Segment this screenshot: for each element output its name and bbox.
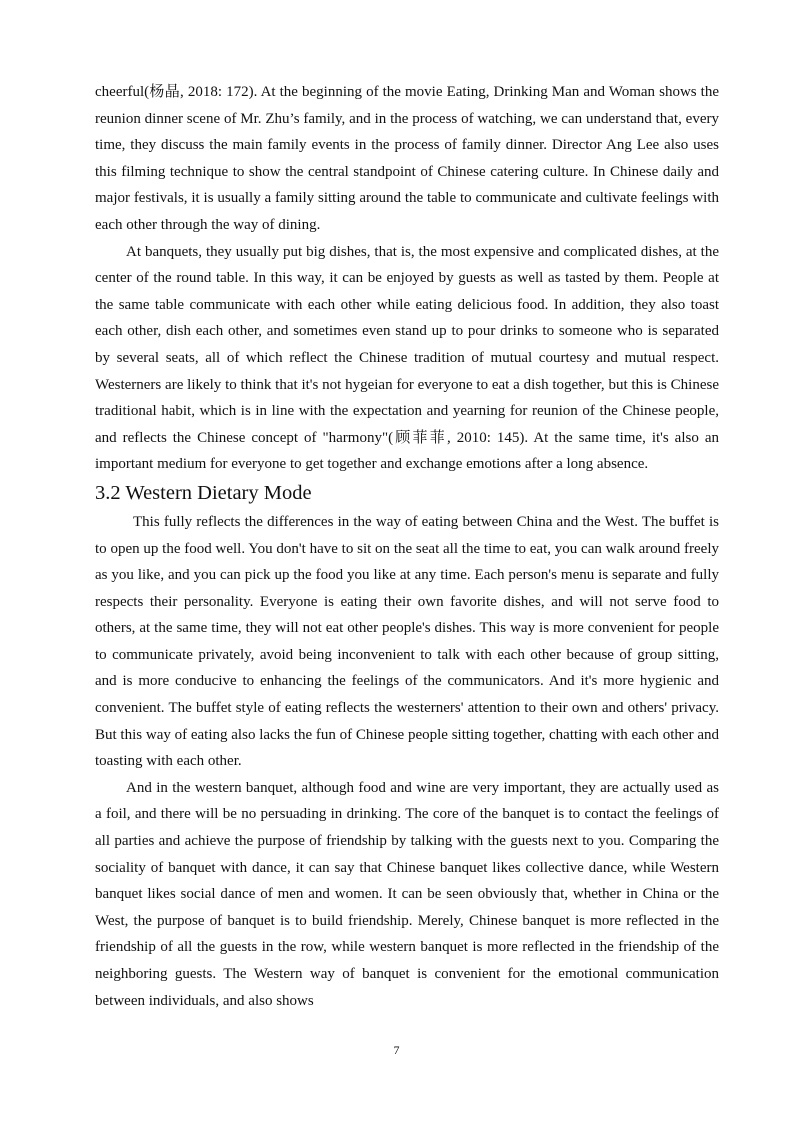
paragraph-4: And in the western banquet, although food and wine are very important, they are actually used as a foil, and there will be no persuading in drinking. The core of the banquet is to contact the feelings of all parties and achieve the purpose of friendship by talking with the guests next to you. Comparing the sociality of banquet with dance, it can say that Chinese banquet likes collective dance, while Western banquet likes social dance of men and women. It can be seen obviously that, whether in China or the West, the purpose of banquet is to build friendship. Merely, Chinese banquet is more reflected in the friendship of all the guests in the row, while western banquet is more reflected in the friendship of the neighboring guests. The Western way of banquet is convenient for the emotional communication between individuals, and also shows — [95, 779, 719, 1009]
paragraph-2: At banquets, they usually put big dishes, that is, the most expensive and complicated dishes, at the center of the round table. In this way, it can be enjoyed by guests as well as tasted by them. People at the same table communicate with each other while eating delicious food. In addition, they also toast each other, dish each other, and sometimes even stand up to pour drinks to someone who is separated by several seats, all of which reflect the Chinese tradition of mutual courtesy and mutual respect. Westerners are likely to think that it's not hygeian for everyone to eat a dish together, but this is Chinese traditional habit, which is in line with the expectation and yearning for reunion of the Chinese people, and reflects the Chinese concept of "harmony"(顾菲菲, 2010: 145). At the same time, it's also an important medium for everyone to get together and exchange emotions after a long absence. — [95, 243, 719, 473]
page-number: 7 — [393, 1043, 400, 1057]
paragraph-1: cheerful(杨晶, 2018: 172). At the beginning of the movie Eating, Drinking Man and Woman shows the reunion dinner scene of Mr. Zhu’s family, and in the process of watching, we can understand that, every time, they discuss the main family events in the process of family dinner. Director Ang Lee also uses this filming technique to show the central standpoint of Chinese catering culture. In Chinese daily and major festivals, it is usually a family sitting around the table to communicate and cultivate feelings with each other through the way of dining. — [95, 84, 719, 233]
body-text — [95, 79, 719, 1014]
section-heading: 3.2 Western Dietary Mode — [95, 481, 312, 504]
paragraph-3: This fully reflects the differences in the way of eating between China and the West. The buffet is to open up the food well. You don't have to sit on the seat all the time to eat, you can walk around freely as you like, and you can pick up the food you like at any time. Each person's menu is separate and fully respects their personality. Everyone is eating their own favorite dishes, and will not serve food to others, at the same time, they will not eat other people's dishes. This way is more convenient for people to communicate privately, avoid being inconvenient to talk with each other because of group sitting, and is more conducive to enhancing the feelings of the communicators. And it's more hygienic and convenient. The buffet style of eating reflects the westerners' attention to their own and others' privacy. But this way of eating also lacks the fun of Chinese people sitting together, chatting with each other and toasting with each other. — [95, 513, 719, 770]
